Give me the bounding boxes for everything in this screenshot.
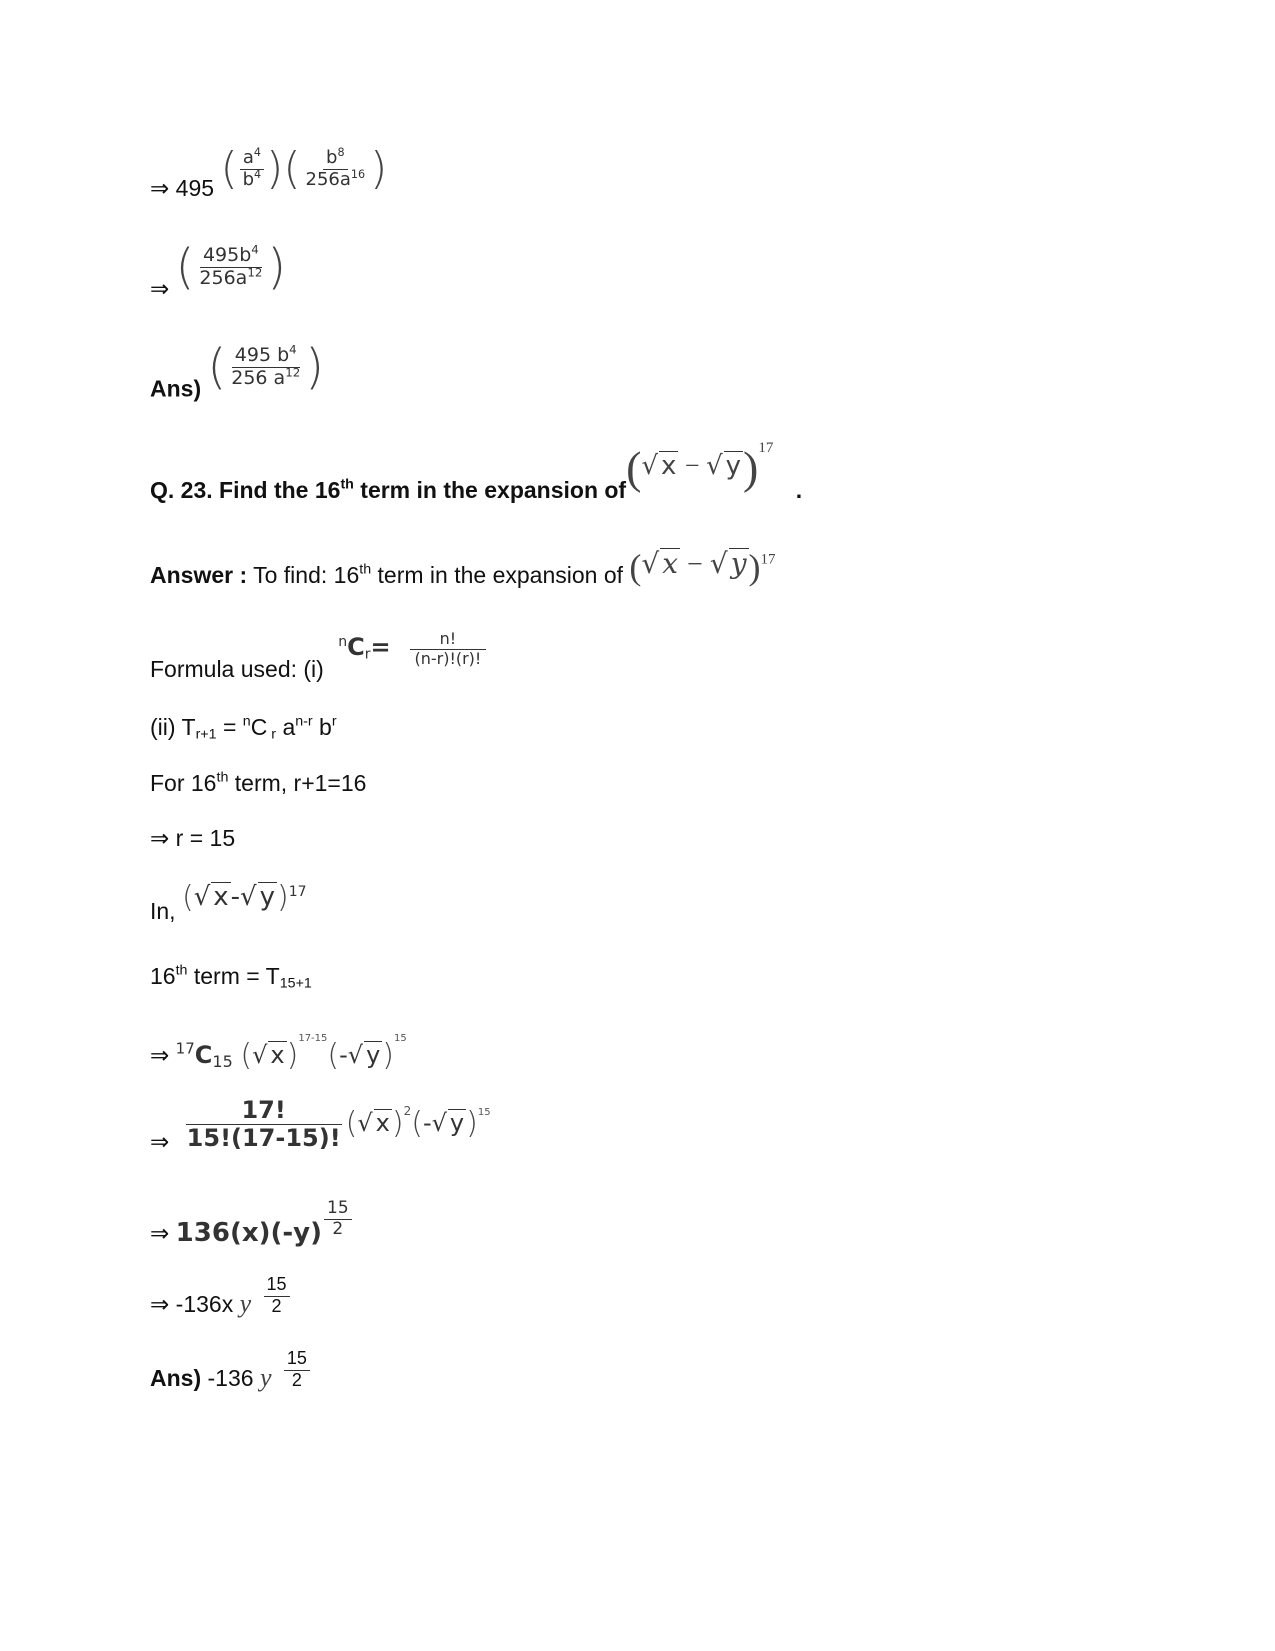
formula-i xyxy=(150,630,488,683)
answer-intro xyxy=(150,548,776,589)
answer-22 xyxy=(150,338,324,402)
fraction-b8-256a16: $\frac{b^8}{256a^{16}}$ xyxy=(305,145,366,190)
in-expression-math: (√ x-√ y)$^{17}$ xyxy=(181,879,307,915)
formula-label: Formula used: (i) xyxy=(150,656,324,683)
in-expression: In, (√ x-√ y)$^{17}$ xyxy=(150,879,307,924)
fraction-answer: ( $\frac{495 b^4}{256 a^{12}}$ ) xyxy=(207,338,324,395)
step-1 xyxy=(150,142,388,202)
calc-3-math: 136(x)(-y) xyxy=(175,1218,322,1248)
calc-4-exponent: $\frac{15}{2}$ xyxy=(264,1275,290,1317)
ncr-formula: $^nC_r=$ $\frac{n!}{(n-r)!(r)!}$ xyxy=(338,635,488,661)
fraction-product: ( $\frac{a^4}{b^4}$ )( $\frac{b^8}{256a^{16}}$ ) xyxy=(220,142,388,194)
fraction-495b4-256a12: ( $\frac{495b^4}{256a^{12}}$ ) xyxy=(175,238,287,295)
question-period: . xyxy=(795,477,803,503)
answer-expression: (√ x − √ y)$^{17}$ xyxy=(629,546,776,587)
calc-step-4: ⇒ -136x y $\frac{15}{2}$ xyxy=(150,1275,292,1318)
coefficient: 495 xyxy=(175,174,215,201)
calc-2-math: $\frac{17!}{15!(17-15)!}$ (√ x)$^2$(-√ y)$^{15}$ xyxy=(186,1096,491,1153)
calc-step-1: ⇒ $^{17}C_{15}$ (√ x)$^{17-15}$(-√ y)$^{15}$ xyxy=(150,1033,407,1073)
answer-text: Answer : To find: 16th term in the expansion of xyxy=(150,561,624,588)
step-2 xyxy=(150,238,287,302)
arrow-symbol: ⇒ xyxy=(150,174,170,201)
calc-3-exponent: $\frac{15}{2}$ xyxy=(324,1199,352,1238)
question-expression: (√ x − √ y)$^{17}$ xyxy=(626,440,774,494)
calc-step-2: ⇒ $\frac{17!}{15!(17-15)!}$ (√ x)$^2$(-√ y)$^{15}$ xyxy=(150,1096,491,1155)
term-16: 16th term = $T_{15+1}$ xyxy=(150,962,312,992)
formula-ii: (ii) $T_{r+1} = ^nC$ $_r$ $a^{n-r}$ $b^r$ xyxy=(150,713,337,743)
final-answer: Ans) -136 y $\frac{15}{2}$ xyxy=(150,1349,312,1392)
r-equals-15: ⇒ r = 15 xyxy=(150,825,236,851)
ans-label: Ans) xyxy=(150,375,202,402)
fraction-a4-b4: $\frac{a^4}{b^4}$ xyxy=(240,148,265,190)
calc-1-math: $^{17}C_{15}$ (√ x)$^{17-15}$(-√ y)$^{15}$ xyxy=(175,1033,407,1073)
question-text: Q. 23. Find the 16th term in the expansion of xyxy=(150,476,627,503)
final-exponent: $\frac{15}{2}$ xyxy=(284,1349,310,1391)
question-23 xyxy=(150,440,803,504)
calc-step-3: ⇒ 136(x)(-y) $\frac{15}{2}$ xyxy=(150,1197,354,1247)
for-16th-term: For 16th term, r+1=16 xyxy=(150,769,367,796)
arrow-symbol: ⇒ xyxy=(150,275,170,302)
